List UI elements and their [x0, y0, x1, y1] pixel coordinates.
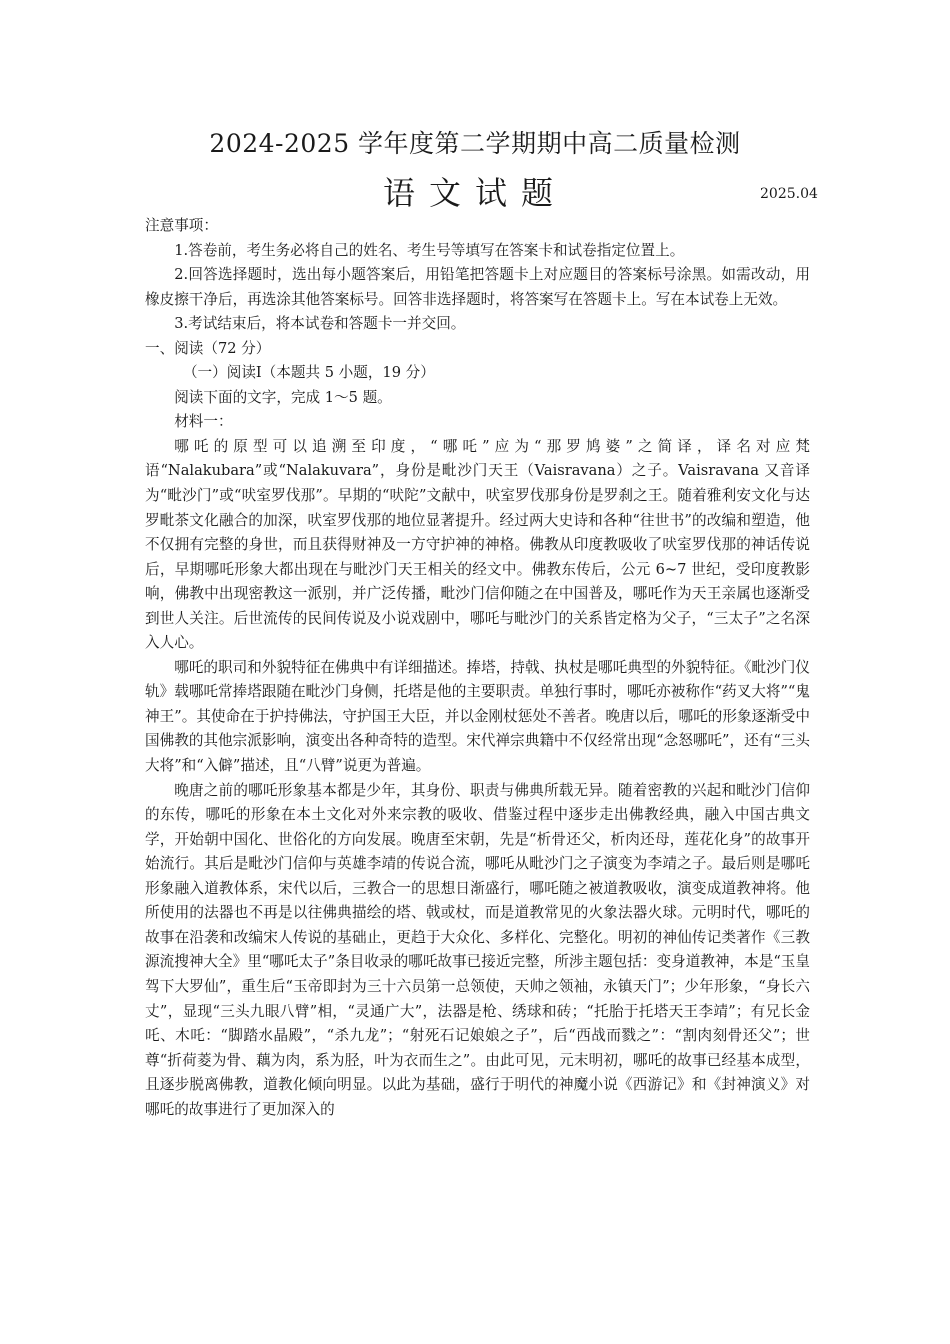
exam-title: 2024-2025 学年度第二学期期中高二质量检测 [209, 129, 741, 158]
section-heading: 一、阅读（72 分） [145, 339, 271, 357]
exam-date: 2025.04 [760, 186, 818, 202]
reading-instruction: 阅读下面的文字，完成 1～5 题。 [174, 388, 392, 406]
paragraph-1: 哪吒的原型可以追溯至印度，“哪吒”应为“那罗鸠婆”之简译，译名对应梵语“Nalakubara”或“Nalakuvara”，身份是毗沙门天王（Vaisravana）之子。Vaisravana 又音译为“毗沙门”或“吠室罗伐那”。早期的“吠陀”文献中，吠室罗伐那身份是罗刹之王。随着雅利安文化与达罗毗茶文化融合的加深，吠室罗伐那的地位显著提升。经过两大史诗和各种“往世书”的改编和塑造，他不仅拥有完整的身世，而且获得财神及一方守护神的神格。佛教从印度教吸收了吠室罗伐那的神话传说后，早期哪吒形象大都出现在与毗沙门天王相关的经文中。佛教东传后，公元 6~7 世纪，受印度教影响，佛教中出现密教这一派别，并广泛传播，毗沙门信仰随之在中国普及，哪吒作为天王亲属也逐渐受到世人关注。后世流传的民间传说及小说戏剧中，哪吒与毗沙门的关系皆定格为父子，“三太子”之名深入人心。 [145, 437, 810, 652]
note-item-3: 3.考试结束后，将本试卷和答题卡一并交回。 [174, 315, 466, 333]
sub-section-heading: （一）阅读Ⅰ（本题共 5 小题，19 分） [182, 364, 435, 382]
subject-title: 语文试题 [382, 174, 567, 212]
exam-body [145, 214, 810, 1122]
paragraph-2: 哪吒的职司和外貌特征在佛典中有详细描述。捧塔，持戟、执杖是哪吒典型的外貌特征。《毗沙门仪轨》载哪吒常捧塔跟随在毗沙门身侧，托塔是他的主要职责。单独行事时，哪吒亦被称作“药叉大将”“鬼神王”。其使命在于护持佛法，守护国王大臣，并以金刚杖惩处不善者。晚唐以后，哪吒的形象逐渐受中国佛教的其他宗派影响，演变出各种奇特的造型。宋代禅宗典籍中不仅经常出现“念怒哪吒”，还有“三头大将”和“入僻”描述，且“八臂”说更为普遍。 [145, 658, 810, 775]
notes-heading: 注意事项： [145, 217, 218, 234]
paragraph-3: 晚唐之前的哪吒形象基本都是少年，其身份、职责与佛典所载无异。随着密教的兴起和毗沙门信仰的东传，哪吒的形象在本土文化对外来宗教的吸收、借鉴过程中逐步走出佛教经典，融入中国古典文学，开始朝中国化、世俗化的方向发展。晚唐至宋朝，先是“析骨还父，析肉还母，莲花化身”的故事开始流行。其后是毗沙门信仰与英雄李靖的传说合流，哪吒从毗沙门之子演变为李靖之子。最后则是哪吒形象融入道教体系，宋代以后，三教合一的思想日渐盛行，哪吒随之被道教吸收，演变成道教神将。他所使用的法器也不再是以往佛典描绘的塔、戟或杖，而是道教常见的火象法器火球。元明时代，哪吒的故事在沿袭和改编宋人传说的基础止，更趋于大众化、多样化、完整化。明初的神仙传记类著作《三教源流搜神大全》里“哪吒太子”条目收录的哪吒故事已接近完整，所涉主题包括：变身道教神，本是“玉皇驾下大罗仙”，重生后“玉帝即封为三十六员第一总领使，天帅之领袖，永镇天门”；少年形象，“身长六丈”，显现“三头九眼八臂”相，“灵通广大”，法器是枪、绣球和砖；“托胎于托塔天王李靖”；有兄长金吒、木吒：“脚踏水晶殿”，“杀九龙”；“射死石记娘娘之子”，后“西战而戮之”：“割肉刻骨还父”；世尊“折荷菱为骨、藕为肉，系为胫，叶为衣而生之”。由此可见，元末明初，哪吒的故事已经基本成型，且逐步脱离佛教，道教化倾向明显。以此为基础，盛行于明代的神魔小说《西游记》和《封神演义》对哪吒的故事进行了更加深入的 [145, 781, 810, 1118]
material-label: 材料一： [174, 413, 233, 431]
note-item-1: 1.答卷前，考生务必将自己的姓名、考生号等填写在答案卡和试卷指定位置上。 [174, 241, 685, 259]
note-item-2: 2.回答选择题时，选出每小题答案后，用铅笔把答题卡上对应题目的答案标号涂黑。如需改动，用橡皮擦干净后，再选涂其他答案标号。回答非选择题时，将答案写在答题卡上。写在本试卷上无效。 [145, 266, 810, 308]
